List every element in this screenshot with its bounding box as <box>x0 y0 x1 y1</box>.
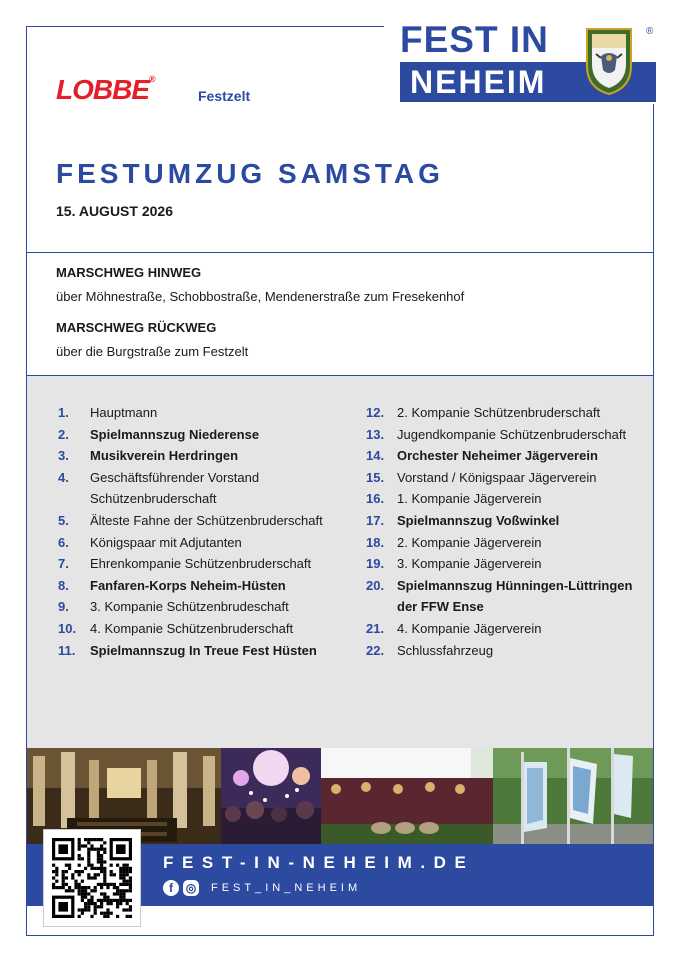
parade-item-number <box>58 488 90 510</box>
lobbe-logo <box>56 74 155 106</box>
parade-item-number: 14. <box>366 448 385 464</box>
parade-list-item <box>366 575 632 597</box>
parade-list-item <box>58 618 323 640</box>
parade-list-item <box>58 445 323 467</box>
parade-list-item <box>366 553 632 575</box>
parade-item-text: 3. Kompanie Schützenbrudeschaft <box>90 599 289 615</box>
parade-item-number: 7. <box>58 556 69 572</box>
logo-neheim: NEHEIM <box>410 64 547 100</box>
parade-list-item <box>366 640 632 662</box>
logo-fest-in: FEST IN <box>400 19 549 60</box>
route-outbound-heading: MARSCHWEG HINWEG <box>56 265 202 280</box>
parade-item-text: Geschäftsführender Vorstand <box>90 469 260 485</box>
brotherhood-seal-icon <box>584 26 634 96</box>
parade-item-text: Vorstand / Königspaar Jägerverein <box>397 469 597 485</box>
registered-mark: ® <box>646 26 654 37</box>
parade-list-item <box>58 596 323 618</box>
parade-item-text: Spielmannszug In Treue Fest Hüsten <box>90 642 317 658</box>
parade-item-text: Schlussfahrzeug <box>397 642 494 658</box>
parade-item-number: 1. <box>58 405 69 420</box>
route-outbound-text: über Möhnestraße, Schobbostraße, Mendenerstraße zum Fresekenhof <box>56 289 465 304</box>
parade-item-text: 4. Kompanie Schützenbruderschaft <box>90 620 294 636</box>
parade-list-item <box>58 424 323 446</box>
parade-item-number: 22. <box>366 642 385 658</box>
social-links <box>163 880 361 896</box>
parade-item-text: Älteste Fahne der Schützenbruderschaft <box>90 512 323 528</box>
route-return-heading: MARSCHWEG RÜCKWEG <box>56 320 217 335</box>
parade-list-item <box>366 402 632 424</box>
parade-item-number: 6. <box>58 534 69 550</box>
parade-item-number: 20. <box>366 577 385 593</box>
parade-item-text: Musikverein Herdringen <box>90 448 239 464</box>
parade-list-item <box>58 532 323 554</box>
parade-item-text: Fanfaren-Korps Neheim-Hüsten <box>90 577 286 593</box>
social-handle[interactable]: FEST_IN_NEHEIM <box>211 882 362 894</box>
photo-festival-crowd <box>221 748 321 844</box>
parade-item-text: Orchester Neheimer Jägerverein <box>397 448 598 464</box>
parade-list-item <box>58 488 323 510</box>
parade-item-text: der FFW Ense <box>397 599 484 615</box>
parade-item-number: 8. <box>58 577 69 593</box>
parade-item-number: 2. <box>58 426 69 442</box>
qr-code[interactable] <box>44 830 140 926</box>
parade-item-text: Spielmannszug Voßwinkel <box>397 512 560 528</box>
fest-in-neheim-logo <box>384 16 656 104</box>
parade-item-number: 12. <box>366 405 385 420</box>
parade-item-number: 18. <box>366 534 385 550</box>
parade-item-text: Schützenbruderschaft <box>90 491 217 507</box>
parade-list-item <box>366 424 632 446</box>
parade-list-item <box>58 575 323 597</box>
parade-item-number: 16. <box>366 491 385 507</box>
parade-item-number <box>366 596 397 618</box>
page-title: FESTUMZUG SAMSTAG <box>56 158 444 189</box>
parade-item-text: Spielmannszug Niederense <box>90 426 260 442</box>
website-link[interactable]: FEST-IN-NEHEIM.DE <box>163 853 475 872</box>
photo-marching-band <box>321 748 493 844</box>
parade-item-number: 21. <box>366 620 385 636</box>
parade-item-text: Ehrenkompanie Schützenbruderschaft <box>90 556 312 572</box>
qr-code-pattern-icon <box>44 830 140 926</box>
parade-item-number: 10. <box>58 620 77 636</box>
parade-item-text: 2. Kompanie Jägerverein <box>397 534 542 550</box>
parade-list-item <box>58 510 323 532</box>
photo-flags <box>493 748 653 844</box>
parade-item-text: 3. Kompanie Jägerverein <box>397 556 542 572</box>
parade-list-item <box>58 467 323 489</box>
instagram-icon[interactable]: ◎ <box>183 880 199 896</box>
parade-list-left <box>58 402 323 661</box>
parade-item-text: 1. Kompanie Jägerverein <box>397 491 542 507</box>
parade-item-number: 5. <box>58 512 69 528</box>
parade-list-item <box>58 402 323 424</box>
facebook-icon[interactable]: f <box>163 880 179 896</box>
route-return-text: über die Burgstraße zum Festzelt <box>56 344 249 359</box>
parade-list-item <box>366 532 632 554</box>
parade-item-number: 4. <box>58 469 69 485</box>
parade-item-number: 11. <box>58 642 76 658</box>
parade-item-text: Spielmannszug Hünningen-Lüttringen <box>397 577 633 593</box>
parade-item-text: 2. Kompanie Schützenbruderschaft <box>397 405 601 420</box>
parade-list-item <box>366 445 632 467</box>
parade-item-text: 4. Kompanie Jägerverein <box>397 620 542 636</box>
event-date: 15. AUGUST 2026 <box>56 203 173 219</box>
parade-item-text: Jugendkompanie Schützenbruderschaft <box>397 426 627 442</box>
parade-list-item <box>366 596 632 618</box>
parade-item-text: Hauptmann <box>90 405 158 420</box>
parade-list-right <box>366 402 632 661</box>
parade-item-number: 17. <box>366 512 385 528</box>
parade-list-item <box>366 618 632 640</box>
parade-item-text: Königspaar mit Adjutanten <box>90 534 242 550</box>
parade-list-item <box>366 510 632 532</box>
festzelt-label: Festzelt <box>198 88 251 104</box>
parade-item-number: 15. <box>366 469 385 485</box>
parade-list-item <box>58 553 323 575</box>
lobbe-registered: ® <box>149 74 155 84</box>
lobbe-wordmark: LOBBE <box>56 74 149 105</box>
parade-list-item <box>58 640 323 662</box>
parade-item-number: 13. <box>366 426 385 442</box>
parade-list-item <box>366 467 632 489</box>
parade-item-number: 9. <box>58 599 69 615</box>
parade-list-item <box>366 488 632 510</box>
parade-item-number: 19. <box>366 556 385 572</box>
parade-item-number: 3. <box>58 448 69 464</box>
divider-top <box>26 252 654 253</box>
